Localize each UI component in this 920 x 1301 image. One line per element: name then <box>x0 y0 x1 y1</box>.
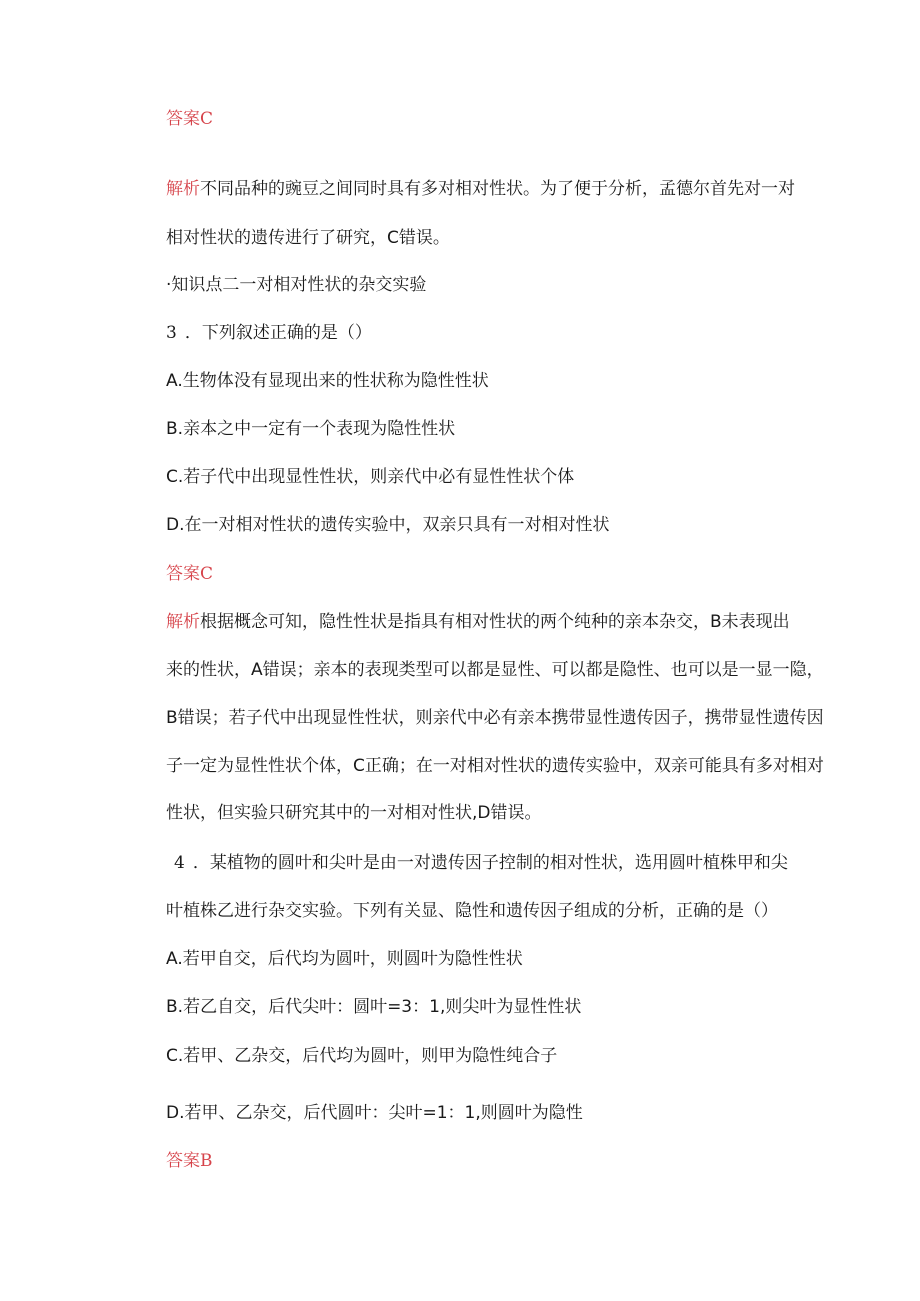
question-3-option-b: B.亲本之中一定有一个表现为隐性性状 <box>166 419 456 439</box>
question-4-stem-line-1 <box>166 850 788 876</box>
knowledge-point-heading: ·知识点二一对相对性状的杂交实验 <box>166 275 427 295</box>
question-3-option-a: A.生物体没有显现出来的性状称为隐性性状 <box>166 371 489 391</box>
analysis-label: 解析 <box>166 179 200 199</box>
analysis-1-line-2: 相对性状的遗传进行了研究，C错误。 <box>166 228 450 248</box>
question-text: ．某植物的圆叶和尖叶是由一对遗传因子控制的相对性状，选用圆叶植株甲和尖 <box>192 853 788 873</box>
answer-label: 答案 <box>166 1151 200 1171</box>
question-3-stem <box>166 320 372 346</box>
question-text: ．下列叙述正确的是（） <box>184 323 372 343</box>
question-4-stem-line-2: 叶植株乙进行杂交实验。下列有关显、隐性和遗传因子组成的分析，正确的是（） <box>166 901 778 921</box>
answer-value: B <box>200 1151 213 1171</box>
analysis-label: 解析 <box>166 612 200 632</box>
question-4-option-c: C.若甲、乙杂交，后代均为圆叶，则甲为隐性纯合子 <box>166 1046 558 1066</box>
question-3-option-c: C.若子代中出现显性性状，则亲代中必有显性性状个体 <box>166 467 575 487</box>
analysis-text: 不同品种的豌豆之间同时具有多对相对性状。为了便于分析，孟德尔首先对一对 <box>200 179 795 199</box>
analysis-3-line-5: 性状，但实验只研究其中的一对相对性状,D错误。 <box>166 803 542 823</box>
analysis-3-line-1 <box>166 609 790 635</box>
analysis-text: 根据概念可知，隐性性状是指具有相对性状的两个纯种的亲本杂交，B未表现出 <box>200 612 790 632</box>
question-number: 3 <box>166 323 177 343</box>
analysis-3-line-2: 来的性状，A错误；亲本的表现类型可以都是显性、可以都是隐性、也可以是一显一隐， <box>166 660 824 680</box>
answer-1 <box>166 106 213 132</box>
answer-4 <box>166 1148 213 1174</box>
analysis-3-line-3: B错误；若子代中出现显性性状，则亲代中必有亲本携带显性遗传因子，携带显性遗传因 <box>166 708 824 728</box>
answer-value: C <box>200 109 214 129</box>
question-4-option-a: A.若甲自交，后代均为圆叶，则圆叶为隐性性状 <box>166 949 523 969</box>
answer-value: C <box>200 564 214 584</box>
answer-label: 答案 <box>166 109 200 129</box>
answer-3 <box>166 561 213 587</box>
question-number: 4 <box>174 853 185 873</box>
question-4-option-d: D.若甲、乙杂交，后代圆叶：尖叶=1：1,则圆叶为隐性 <box>166 1103 583 1123</box>
question-4-option-b: B.若乙自交，后代尖叶：圆叶=3：1,则尖叶为显性性状 <box>166 997 582 1017</box>
question-3-option-d: D.在一对相对性状的遗传实验中，双亲只具有一对相对性状 <box>166 515 610 535</box>
analysis-1-line-1 <box>166 176 795 202</box>
analysis-3-line-4: 子一定为显性性状个体，C正确；在一对相对性状的遗传实验中，双亲可能具有多对相对 <box>166 756 824 776</box>
answer-label: 答案 <box>166 564 200 584</box>
